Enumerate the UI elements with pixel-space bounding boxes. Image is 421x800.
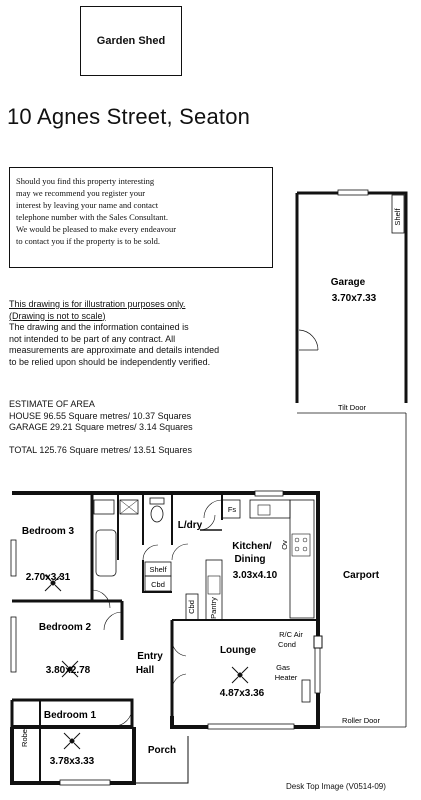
footer-credit: Desk Top Image (V0514-09) [286, 782, 386, 791]
kitchen-label-1: Kitchen/ [232, 541, 272, 552]
tilt-door-label: Tilt Door [337, 403, 367, 412]
bedroom3-label: Bedroom 3 [21, 526, 75, 537]
pantry-label: Pantry [209, 597, 218, 619]
kitchen-window [255, 491, 283, 496]
bedroom1-label: Bedroom 1 [43, 710, 97, 721]
area-house: HOUSE 96.55 Square metres/ 10.37 Squares [9, 410, 192, 421]
garage-label: Garage [330, 277, 366, 288]
area-total: TOTAL 125.76 Square metres/ 13.51 Squares [9, 444, 192, 455]
shelf-label: Shelf [149, 565, 167, 574]
area-heading: ESTIMATE OF AREA [9, 399, 95, 409]
robe-label: Robe [20, 729, 29, 747]
notice-line: may we recommend you register your [16, 188, 146, 198]
disclaimer-line: to be relied upon should be independently verified. [9, 356, 211, 367]
bedroom2-size: 3.80x2.78 [45, 665, 91, 676]
lounge-window-side [315, 645, 320, 693]
gas-label-2: Heater [274, 673, 298, 682]
area-garage: GARAGE 29.21 Square metres/ 3.14 Squares [9, 422, 193, 432]
garden-shed-label: Garden Shed [96, 35, 166, 47]
garage-side-door [299, 330, 318, 350]
entry-label-2: Hall [135, 665, 155, 676]
property-address: 10 Agnes Street, Seaton [7, 104, 251, 129]
fan-icon [232, 667, 248, 683]
gas-label-1: Gas [276, 663, 290, 672]
cbd-label-2: Cbd [187, 600, 196, 614]
notice-line: telephone number with the Sales Consultant. [16, 212, 169, 222]
lounge-size: 4.87x3.36 [219, 688, 265, 699]
notice-line: We would be pleased to make every endeavour [16, 224, 177, 234]
disclaimer-line: The drawing and the information contained is [9, 322, 189, 332]
oven-label: Ov [280, 540, 289, 550]
gas-heater [302, 680, 310, 702]
notice-line: to contact you if the property is to be sold. [16, 236, 160, 246]
porch-label: Porch [147, 745, 177, 756]
bedroom3-window [11, 540, 16, 576]
bedroom3-size: 2.70x3.31 [25, 572, 71, 583]
carport-label: Carport [342, 570, 380, 581]
disclaimer-illustration: This drawing is for illustration purposes only. [9, 299, 186, 309]
fs-label: Fs [227, 505, 237, 514]
lounge-window-bottom [208, 724, 294, 729]
ac-label-1: R/C Air [279, 630, 303, 639]
roller-door-label: Roller Door [342, 716, 380, 725]
porch-outline [134, 736, 188, 783]
fan-icon [64, 733, 80, 749]
disclaimer-scale: (Drawing is not to scale) [9, 310, 106, 321]
entry-label-1: Entry [137, 651, 163, 662]
kitchen-label-2: Dining [234, 554, 266, 565]
kitchen-size: 3.03x4.10 [232, 570, 278, 581]
garage-window [338, 190, 368, 195]
ac-label-2: Cond [278, 640, 296, 649]
bedroom2-window [11, 617, 16, 672]
bedroom1-window [60, 780, 110, 785]
bedroom1-size: 3.78x3.33 [49, 756, 95, 767]
cbd-label: Cbd [151, 580, 165, 589]
garage-size: 3.70x7.33 [331, 293, 377, 304]
bath-tub [96, 530, 116, 576]
laundry-label: L/dry [177, 520, 203, 531]
garage-shelf-label: Shelf [393, 208, 402, 226]
disclaimer-line: measurements are approximate and details intended [9, 345, 220, 355]
ac-unit [314, 636, 322, 648]
bedroom2-label: Bedroom 2 [38, 622, 92, 633]
disclaimer-line: not intended to be part of any contract. All [9, 333, 176, 344]
notice-line: Should you find this property interesting [16, 176, 155, 186]
toilet [151, 506, 163, 522]
notice-line: interest by leaving your name and contact [16, 200, 159, 210]
vanity [94, 500, 114, 514]
lounge-label: Lounge [219, 645, 257, 656]
